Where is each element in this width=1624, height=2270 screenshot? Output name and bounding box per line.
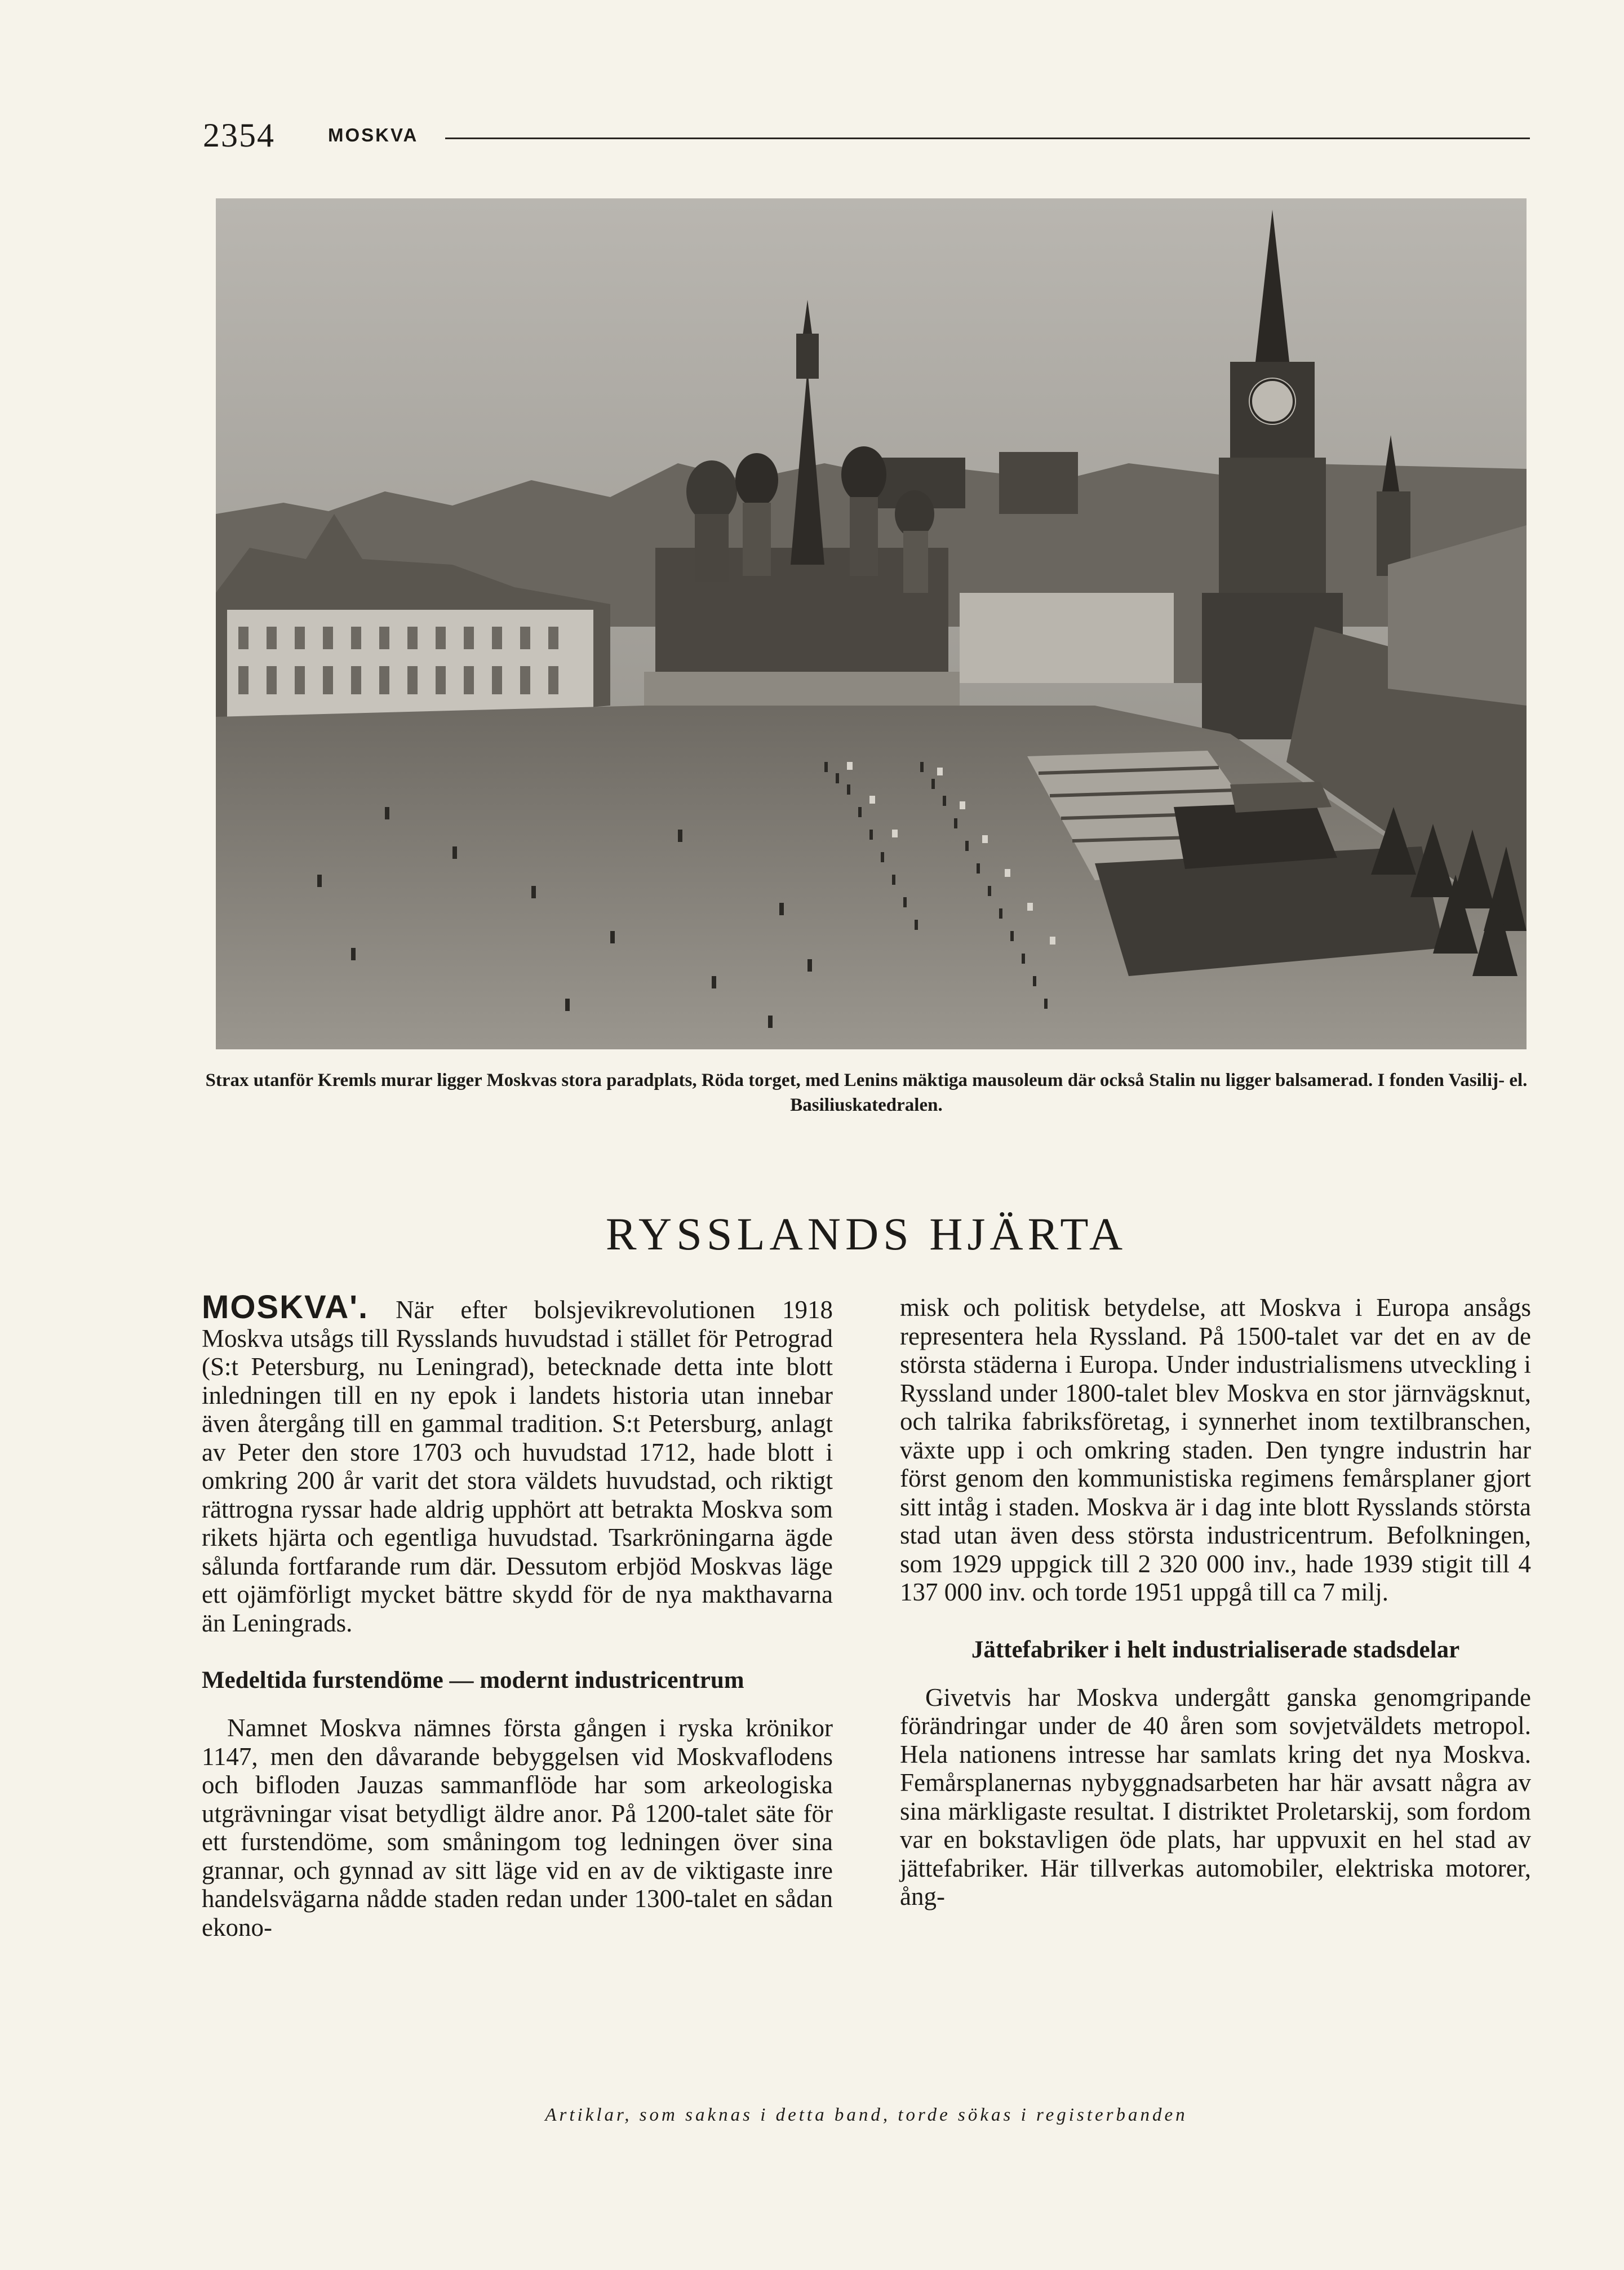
lead-word: MOSKVA'.: [202, 1289, 369, 1325]
photo-illustration: [216, 198, 1527, 1049]
section1-heading: Medeltida furstendöme — modernt industricentrum: [202, 1667, 744, 1693]
intro-paragraph: [202, 1289, 833, 1637]
section1-paragraph: Namnet Moskva nämnes första gången i ryska krönikor 1147, men den dåvarande bebyggelsen vid Moskvaflodens och bifloden Jauzas sammanflöde har som arkeologiska utgrävningar visat betydligt äldre anor. På 1200-talet säte för ett furstendöme, som småningom tog ledningen över sina grannar, och gynnad av sitt läge vid en av de viktigaste inre handelsvägarna nådde staden redan under 1300-talet en sådan ekono-: [202, 1714, 833, 1941]
section2-paragraph: Givetvis har Moskva undergått ganska genomgripande förändringar under de 40 åren som sovjetväldets metropol. Hela nationens intresse har samlats kring det nya Moskva. Femårsplanernas nybyggnadsarbeten har här avsatt några av sina märkligaste resultat. I distriktet Proletarskij, som fordom var en bokstavligen öde plats, har uppvuxit en hel stad av jättefabriker. Här tillverkas automobiler, elektriska motorer, ång-: [900, 1683, 1531, 1910]
photo-caption: Strax utanför Kremls murar ligger Moskvas stora paradplats, Röda torget, med Lenins mäktiga mausoleum där också Stalin nu ligger balsamerad. I fonden Vasilij- el. Basiliuskatedralen.: [205, 1070, 1528, 1115]
red-square-photo: [216, 198, 1527, 1049]
article-title: RYSSLANDS HJÄRTA: [605, 1208, 1128, 1260]
page-number: 2354: [203, 117, 275, 154]
running-head: MOSKVA: [328, 125, 419, 145]
header-rule: [445, 138, 1530, 139]
left-column: [202, 1289, 833, 1941]
page-header: [203, 116, 1530, 155]
footer-note: Artiklar, som saknas i detta band, torde sökas i registerbanden: [545, 2105, 1188, 2125]
right-column: [900, 1293, 1531, 1911]
intro-text: När efter bolsjevikrevolutionen 1918 Moskva utsågs till Rysslands huvudstad i stället för Petrograd (S:t Petersburg, nu Leningrad), betecknade detta inte blott inledningen till en ny epok i landets historia utan innebar även återgång till en gammal tradition. S:t Petersburg, anlagt av Peter den store 1703 och huvudstad 1712, hade blott i omkring 200 år varit det stora väldets huvudstad, och riktigt rättrogna ryssar hade aldrig upphört att betrakta Moskva som rikets hjärta och egentliga huvudstad. Tsarkröningarna ägde sålunda fortfarande rum där. Dessutom erbjöd Moskvas läge ett ojämförligt mycket bättre skydd för de nya makthavarna än Leningrads.: [202, 1296, 833, 1637]
right-intro-paragraph: misk och politisk betydelse, att Moskva i Europa ansågs representera hela Ryssland. På 1500-talet var det en av de största städerna i Europa. Under industrialismens utveckling i Ryssland under 1800-talet blev Moskva en stor järnvägsknut, och talrika fabriksföretag, i synnerhet inom textilbranschen, växte upp i och omkring staden. Den tyngre industrin har först genom den kommunistiska regimens femårsplaner gjort sitt intåg i staden. Moskva är i dag inte blott Rysslands största stad utan även dess största industricentrum. Befolkningen, som 1929 uppgick till 2 320 000 inv., hade 1939 stigit till 4 137 000 inv. och torde 1951 uppgå till ca 7 milj.: [900, 1293, 1531, 1606]
section2-heading: Jättefabriker i helt industrialiserade stadsdelar: [971, 1636, 1460, 1663]
